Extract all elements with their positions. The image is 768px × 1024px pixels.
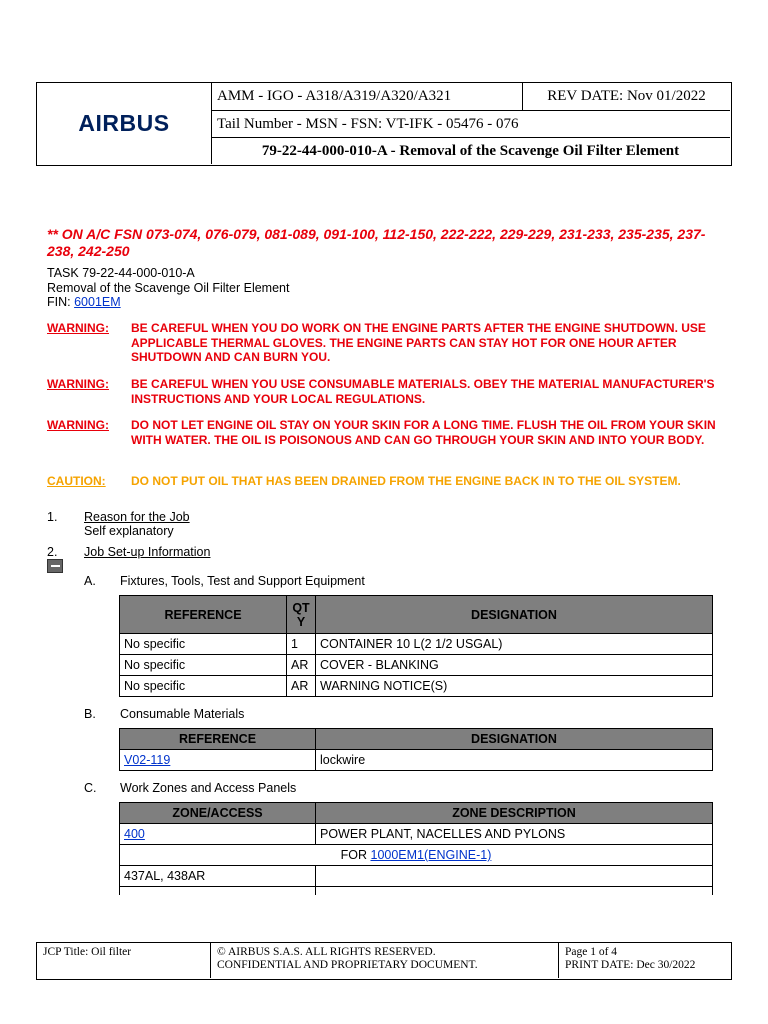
cell-zone-description — [316, 887, 713, 895]
footer-rights-line1: © AIRBUS S.A.S. ALL RIGHTS RESERVED. — [217, 946, 436, 958]
warning-text: DO NOT LET ENGINE OIL STAY ON YOUR SKIN FOR A LONG TIME. FLUSH THE OIL FROM YOUR SKIN WITH WATER. THE OIL IS POISONOUS AND CAN GO THROUGH YOUR SKIN AND INTO YOUR BODY. — [131, 418, 716, 447]
task-title-header: 79-22-44-000-010-A - Removal of the Scavenge Oil Filter Element — [261, 142, 680, 159]
footer-print-date: PRINT DATE: Dec 30/2022 — [565, 959, 696, 971]
column-header-designation: DESIGNATION — [316, 729, 713, 750]
cell-designation: lockwire — [316, 750, 713, 771]
document-header — [36, 82, 732, 166]
footer-page-info — [559, 943, 730, 978]
footer-rights — [211, 943, 559, 978]
cell-designation: WARNING NOTICE(S) — [316, 676, 713, 697]
cell-zone: 437AL, 438AR — [120, 866, 316, 887]
zones-table — [119, 802, 713, 895]
table-header-row — [120, 729, 713, 750]
column-header-qty — [287, 596, 316, 634]
section-2-title[interactable]: Job Set-up Information — [84, 545, 211, 559]
cell-qty: AR — [287, 655, 316, 676]
caution-text: DO NOT PUT OIL THAT HAS BEEN DRAINED FROM THE ENGINE BACK IN TO THE OIL SYSTEM. — [131, 474, 681, 488]
for-prefix: FOR — [340, 848, 368, 862]
cell-zone — [120, 824, 316, 845]
task-block — [47, 266, 289, 310]
warning-label: WARNING: — [47, 377, 109, 391]
table-row — [120, 655, 713, 676]
subsection-b-title: Consumable Materials — [120, 707, 245, 721]
fin-label: FIN: — [47, 295, 71, 309]
table-row — [120, 634, 713, 655]
document-footer — [36, 942, 732, 980]
table-header-row — [120, 803, 713, 824]
zone-link[interactable]: 400 — [124, 827, 145, 841]
column-header-designation: DESIGNATION — [316, 596, 713, 634]
cell-qty: 1 — [287, 634, 316, 655]
fin-line — [47, 295, 289, 310]
caution-label: CAUTION: — [47, 474, 106, 488]
warning-label: WARNING: — [47, 321, 109, 335]
table-row — [120, 824, 713, 845]
footer-jcp-title: JCP Title: Oil filter — [37, 943, 211, 978]
column-header-reference: REFERENCE — [120, 729, 316, 750]
column-header-zone: ZONE/ACCESS — [120, 803, 316, 824]
collapse-button[interactable] — [47, 559, 63, 573]
minus-icon — [51, 565, 60, 567]
table-row-partial — [120, 887, 713, 895]
warning-text: BE CAREFUL WHEN YOU DO WORK ON THE ENGINE PARTS AFTER THE ENGINE SHUTDOWN. USE APPLICABLE THERMAL GLOVES. THE ENGINE PARTS CAN STAY HOT FOR ONE HOUR AFTER SHUTDOWN AND CAN BURN YOU. — [131, 321, 706, 364]
consumable-link[interactable]: V02-119 — [124, 753, 171, 767]
table-row — [120, 845, 713, 866]
footer-rights-line2: CONFIDENTIAL AND PROPRIETARY DOCUMENT. — [217, 959, 478, 971]
subsection-c-letter: C. — [84, 781, 97, 795]
section-2-number: 2. — [47, 545, 58, 559]
logo-text: AIRBUS — [78, 110, 170, 136]
rev-date: REV DATE: Nov 01/2022 — [523, 83, 730, 111]
section-1-number: 1. — [47, 510, 58, 524]
effectivity-line: ** ON A/C FSN 073-074, 076-079, 081-089, 091-100, 112-150, 222-222, 229-229, 231-233, 235-235, 237-238, 242-250 — [47, 226, 706, 259]
cell-reference: No specific — [120, 676, 287, 697]
section-1-title[interactable]: Reason for the Job — [84, 510, 190, 524]
qty-header-line1: QT — [292, 600, 310, 615]
cell-zone-description: POWER PLANT, NACELLES AND PYLONS — [316, 824, 713, 845]
footer-page-number: Page 1 of 4 — [565, 946, 618, 958]
column-header-reference: REFERENCE — [120, 596, 287, 634]
cell-reference: No specific — [120, 655, 287, 676]
task-name: Removal of the Scavenge Oil Filter Element — [47, 280, 290, 295]
cell-reference — [120, 750, 316, 771]
cell-qty: AR — [287, 676, 316, 697]
table-header-row — [120, 596, 713, 634]
subsection-c-title: Work Zones and Access Panels — [120, 781, 297, 795]
cell-zone-description — [316, 866, 713, 887]
table-row — [120, 676, 713, 697]
qty-header-line2: Y — [296, 614, 306, 629]
cell-designation: CONTAINER 10 L(2 1/2 USGAL) — [316, 634, 713, 655]
warning-label: WARNING: — [47, 418, 109, 432]
airbus-logo — [37, 83, 212, 164]
subsection-a-letter: A. — [84, 574, 96, 588]
consumables-table — [119, 728, 713, 771]
cell-for-engine — [120, 845, 713, 866]
tools-table — [119, 595, 713, 697]
warning-text: BE CAREFUL WHEN YOU USE CONSUMABLE MATERIALS. OBEY THE MATERIAL MANUFACTURER'S INSTRUCTIONS AND YOUR LOCAL REGULATIONS. — [131, 377, 715, 406]
task-number: TASK 79-22-44-000-010-A — [47, 266, 195, 280]
engine-link[interactable]: 1000EM1(ENGINE-1) — [370, 848, 492, 862]
table-row — [120, 866, 713, 887]
fin-link[interactable]: 6001EM — [74, 295, 121, 309]
section-1-body: Self explanatory — [84, 524, 174, 538]
tail-number: Tail Number - MSN - FSN: VT-IFK - 05476 - 076 — [211, 111, 730, 138]
cell-zone — [120, 887, 316, 895]
cell-designation: COVER - BLANKING — [316, 655, 713, 676]
manual-title: AMM - IGO - A318/A319/A320/A321 — [211, 83, 523, 111]
cell-reference: No specific — [120, 634, 287, 655]
column-header-zone-description: ZONE DESCRIPTION — [316, 803, 713, 824]
subsection-b-letter: B. — [84, 707, 96, 721]
table-row — [120, 750, 713, 771]
subsection-a-title: Fixtures, Tools, Test and Support Equipment — [120, 574, 365, 588]
